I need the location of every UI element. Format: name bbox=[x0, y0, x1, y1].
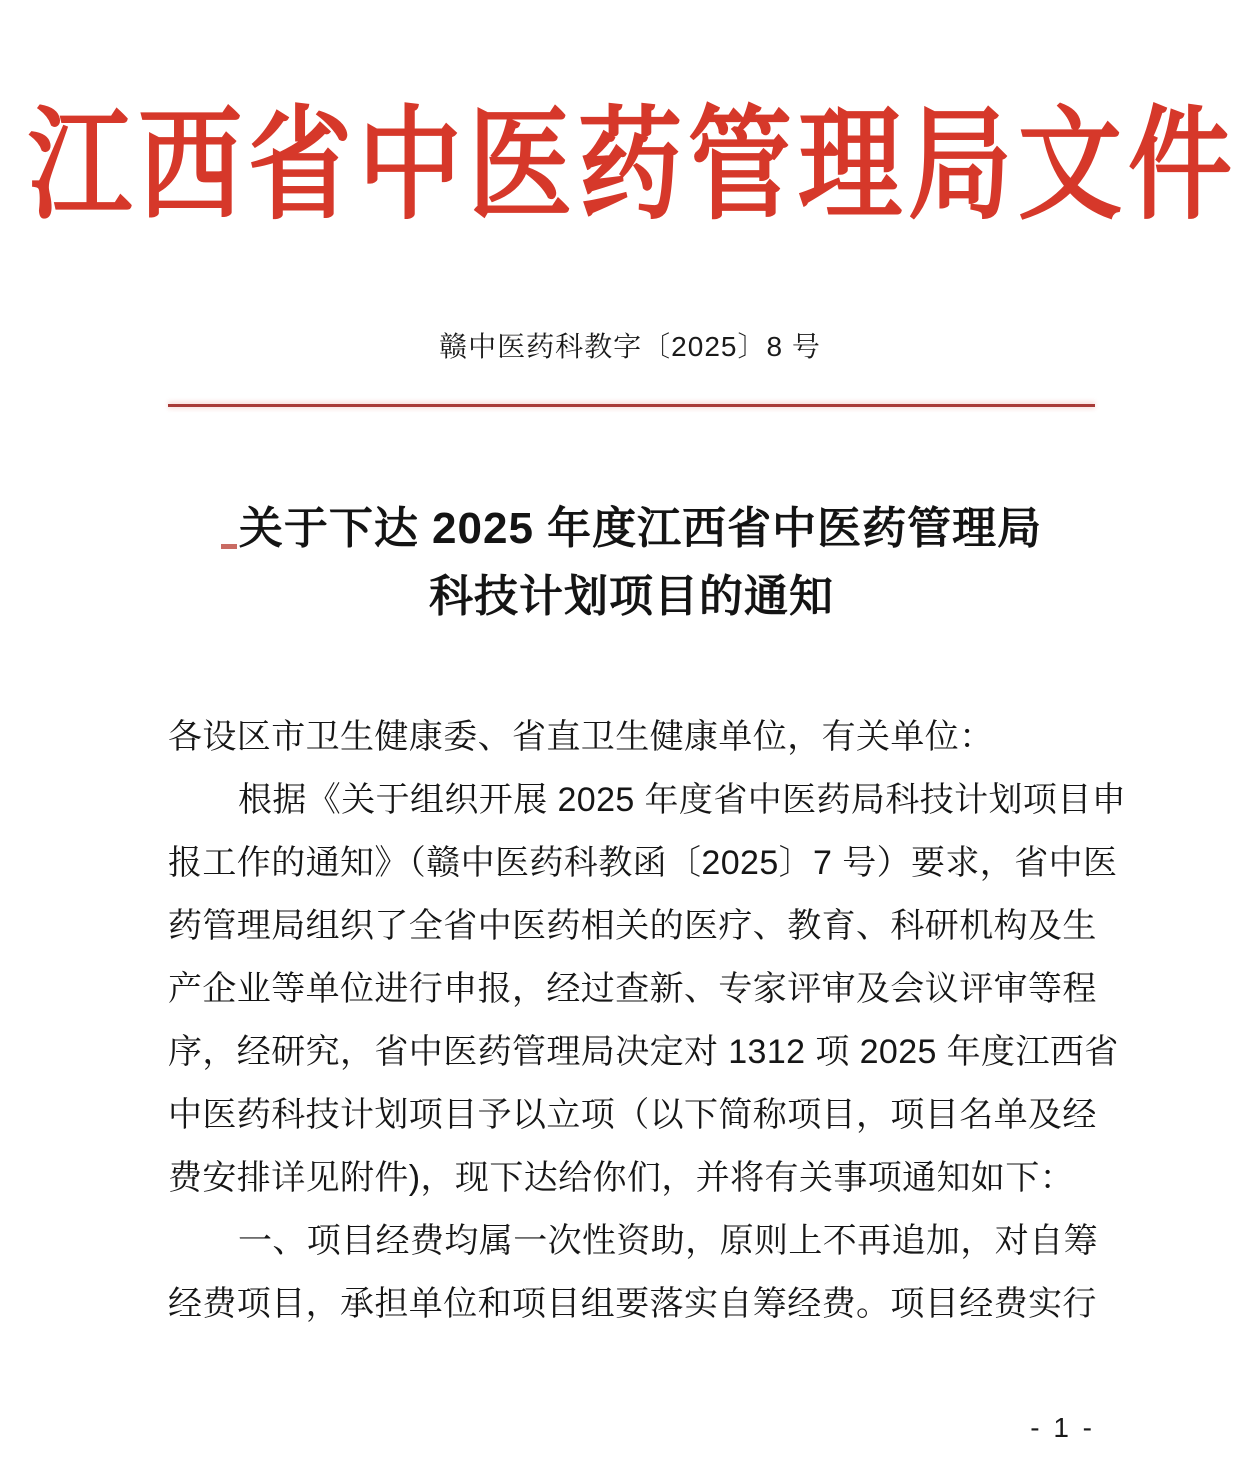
page-title-line-1-text: 关于下达 2025 年度江西省中医药管理局 bbox=[238, 504, 1043, 553]
document-body bbox=[168, 706, 1127, 1336]
body-line: 经费项目，承担单位和项目组要落实自筹经费。项目经费实行 bbox=[168, 1285, 1097, 1323]
document-number: 赣中医药科教字〔2025〕8 号 bbox=[439, 331, 821, 362]
masthead-title: 江西省中医药管理局文件 bbox=[27, 97, 1238, 235]
body-line: 药管理局组织了全省中医药相关的医疗、教育、科研机构及生 bbox=[168, 907, 1097, 945]
masthead bbox=[0, 96, 1260, 236]
body-line: 费安排详见附件)，现下达给你们，并将有关事项通知如下： bbox=[168, 1159, 1075, 1197]
red-divider-rule bbox=[168, 404, 1095, 407]
body-line: 各设区市卫生健康委、省直卫生健康单位，有关单位： bbox=[168, 718, 994, 756]
body-line: 报工作的通知》（赣中医药科教函〔2025〕7 号）要求，省中医 bbox=[168, 844, 1118, 882]
page-number: - 1 - bbox=[1030, 1412, 1095, 1443]
title-prefix-mark-icon bbox=[221, 544, 237, 549]
body-line: 中医药科技计划项目予以立项（以下简称项目，项目名单及经 bbox=[168, 1096, 1097, 1134]
page-title bbox=[168, 495, 1095, 631]
body-line: 产企业等单位进行申报，经过查新、专家评审及会议评审等程 bbox=[168, 970, 1097, 1008]
page-title-line-1 bbox=[168, 495, 1095, 563]
body-line: 根据《关于组织开展 2025 年度省中医药局科技计划项目申 bbox=[238, 781, 1127, 819]
body-line: 一、项目经费均属一次性资助，原则上不再追加，对自筹 bbox=[238, 1222, 1098, 1260]
body-line: 序，经研究，省中医药管理局决定对 1312 项 2025 年度江西省 bbox=[168, 1033, 1119, 1071]
page-title-line-2: 科技计划项目的通知 bbox=[429, 572, 834, 622]
